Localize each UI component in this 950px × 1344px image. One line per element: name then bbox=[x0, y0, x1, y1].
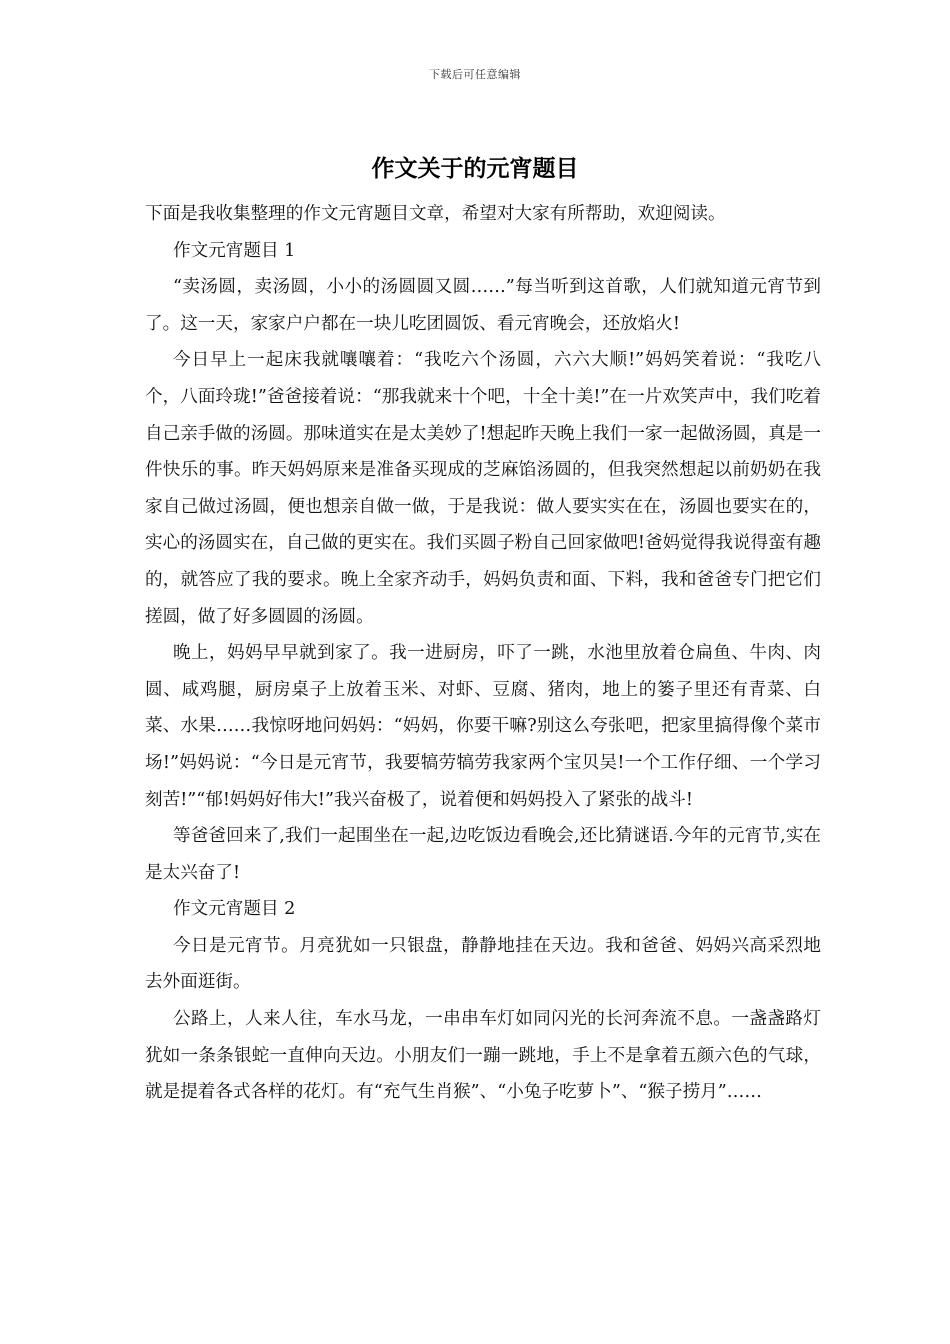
body-paragraph: “卖汤圆，卖汤圆，小小的汤圆圆又圆……”每当听到这首歌，人们就知道元宵节到了。这一天，家家户户都在一块儿吃团圆饭、看元宵晚会，还放焰火! bbox=[145, 277, 821, 334]
body-paragraph: 今日早上一起床我就嚷嚷着：“我吃六个汤圆，六六大顺!”妈妈笑着说：“我吃八个，八面玲珑!”爸爸接着说：“那我就来十个吧，十全十美!”在一片欢笑声中，我们吃着自己亲手做的汤圆。那味道实在是太美妙了!想起昨天晚上我们一家一起做汤圆，真是一件快乐的事。昨天妈妈原来是准备买现成的芝麻馅汤圆的，但我突然想起以前奶奶在我家自己做过汤圆，便也想亲自做一做，于是我说：做人要实实在在，汤圆也要实在的，实心的汤圆实在，自己做的更实在。我们买圆子粉自己回家做吧!爸妈觉得我说得蛮有趣的，就答应了我的要求。晚上全家齐动手，妈妈负责和面、下料，我和爸爸专门把它们搓圆，做了好多圆圆的汤圆。 bbox=[145, 350, 821, 627]
body-paragraph: 公路上，人来人往，车水马龙，一串串车灯如同闪光的长河奔流不息。一盏盏路灯犹如一条条银蛇一直伸向天边。小朋友们一蹦一跳地，手上不是拿着五颜六色的气球，就是提着各式各样的花灯。有“充气生肖猴”、“小兔子吃萝卜”、“猴子捞月”…… bbox=[145, 1009, 821, 1103]
document-body bbox=[145, 196, 821, 1111]
section-heading-2: 作文元宵题目 2 bbox=[173, 899, 296, 920]
body-paragraph: 等爸爸回来了,我们一起围坐在一起,边吃饭边看晚会,还比猜谜语.今年的元宵节,实在是太兴奋了! bbox=[145, 826, 821, 883]
header-note: 下载后可任意编辑 bbox=[429, 68, 521, 81]
section-heading-1: 作文元宵题目 1 bbox=[173, 240, 296, 261]
document-title: 作文关于的元宵题目 bbox=[371, 155, 579, 182]
intro-paragraph: 下面是我收集整理的作文元宵题目文章，希望对大家有所帮助，欢迎阅读。 bbox=[145, 204, 726, 224]
body-paragraph: 今日是元宵节。月亮犹如一只银盘，静静地挂在天边。我和爸爸、妈妈兴高采烈地去外面逛街。 bbox=[145, 935, 821, 993]
body-paragraph: 晚上，妈妈早早就到家了。我一进厨房，吓了一跳，水池里放着仓扁鱼、牛肉、肉圆、咸鸡腿，厨房桌子上放着玉米、对虾、豆腐、猪肉，地上的篓子里还有青菜、白菜、水果……我惊呀地问妈妈：“妈妈，你要干嘛?别这么夸张吧，把家里搞得像个菜市场!”妈妈说：“今日是元宵节，我要犒劳犒劳我家两个宝贝吴!一个工作仔细、一个学习刻苦!”“郁!妈妈好伟大!”我兴奋极了，说着便和妈妈投入了紧张的战斗! bbox=[145, 643, 821, 810]
